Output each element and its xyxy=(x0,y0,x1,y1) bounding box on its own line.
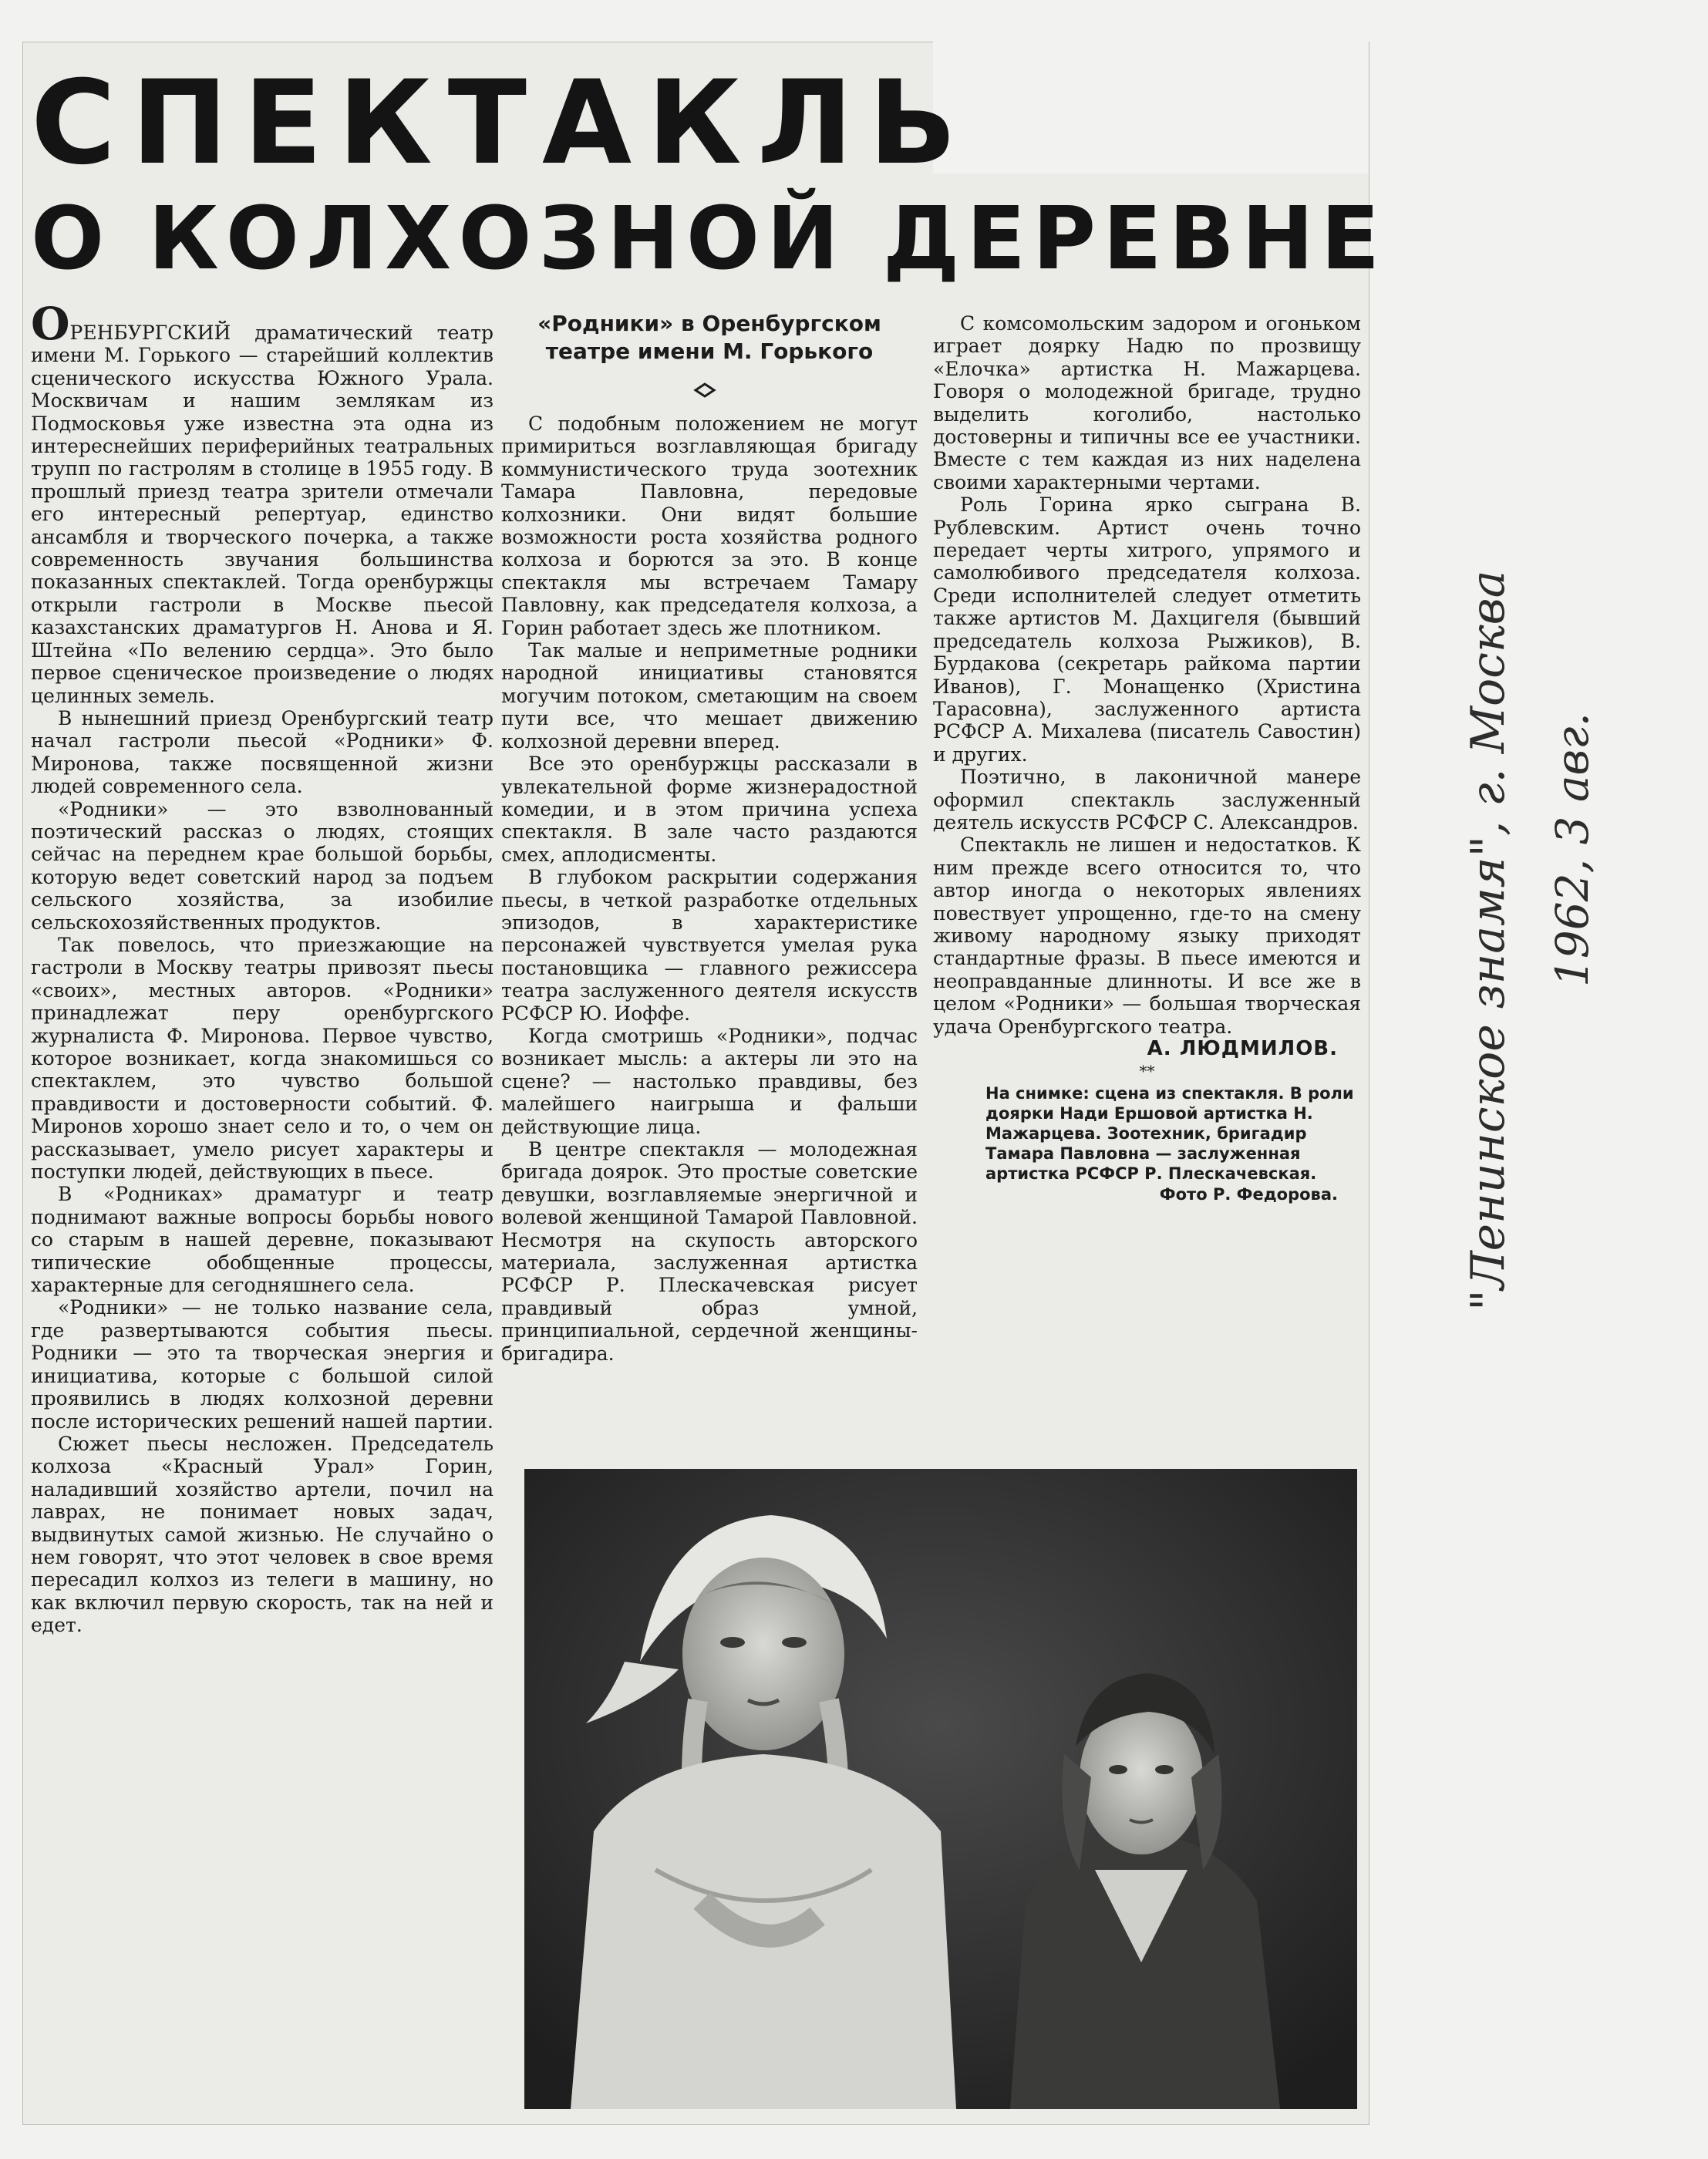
article-paragraph: Так малые и неприметные родники народной инициативы становятся могучим потоком, сметающим на своем пути все, что мешает движению колхозной деревни вперед. xyxy=(501,639,918,753)
article-paragraph: Роль Горина ярко сыграна В. Рублевским. Артист очень точно передает черты хитрого, упрямого и самолюбивого председателя колхоза. Среди исполнителей следует отметить также артистов М. Дахцигеля (бывший председатель колхоза Рыжиков), В. Бурдакова (секретарь райкома партии Иванов), Г. Монащенко (Христина Тарасовна), заслуженного артиста РСФСР А. Михалева (писатель Савостин) и других. xyxy=(933,493,1361,766)
separator-stars: ** xyxy=(1139,1062,1155,1081)
article-paragraph: С подобным положением не могут примириться возглавляющая бригаду коммунистического труда зоотехник Тамара Павловна, передовые колхозники. Они видят большие возможности роста хозяйства родного колхоза и борются за это. В конце спектакля мы встречаем Тамару Павловну, как председателя колхоза, а Горин работает здесь же плотником. xyxy=(501,413,918,639)
article-paragraph: Когда смотришь «Родники», подчас возникает мысль: а актеры ли это на сцене? — настолько правдивы, без малейшего наигрыша и фальши действующие лица. xyxy=(501,1024,918,1138)
article-paragraph: Поэтично, в лаконичной манере оформил спектакль заслуженный деятель искусств РСФСР С. Александров. xyxy=(933,766,1361,834)
article-paragraph: В «Родниках» драматург и театр поднимают важные вопросы борьбы нового со старым в нашей деревне, показывают типические обобщенные процессы, характерные для сегодняшнего села. xyxy=(31,1183,494,1297)
scene-photo xyxy=(524,1469,1357,2109)
diamond-ornament-icon xyxy=(694,382,716,398)
article-paragraph: ОРЕНБУРГСКИЙ драматический театр имени М. Горького — старейший коллектив сценического искусства Южного Урала. Москвичам и нашим землякам из Подмосковья уже известна эта одна из интереснейших периферийных театральных трупп по гастролям в столице в 1955 году. В прошлый приезд театра зрители отмечали его интересный репертуар, единство ансамбля и творческого почерка, а также современность звучания большинства показанных спектаклей. Тогда оренбуржцы открыли гастроли в Москве пьесой казахстанских драматургов Н. Анова и Я. Штейна «По велению сердца». Это было первое сценическое произведение о людях целинных земель. xyxy=(31,298,494,707)
article-column-2 xyxy=(501,413,918,1365)
clipping-cut-corner xyxy=(933,31,1369,173)
photo-caption: На снимке: сцена из спектакля. В роли доярки Нади Ершовой артистка Н. Мажарцева. Зоотехник, бригадир Тамара Павловна — заслуженная артистка РСФСР Р. Плескачевская. xyxy=(985,1083,1354,1183)
article-paragraph: Так повелось, что приезжающие на гастроли в Москву театры привозят пьесы «своих», местных авторов. «Родники» принадлежат перу оренбургского журналиста Ф. Миронова. Первое чувство, которое возникает, когда знакомишься со спектаклем, это чувство большой правдивости и достоверности событий. Ф. Миронов хорошо знает село и то, о чем он рассказывает, умело рисует характеры и поступки людей, действующих в пьесе. xyxy=(31,933,494,1184)
article-paragraph: Спектакль не лишен и недостатков. К ним прежде всего относится то, что автор иногда о некоторых явлениях повествует упрощенно, где-то на смену живому народному языку приходят стандартные фразы. В пьесе имеются и неоправданные длинноты. И все же в целом «Родники» — большая творческая удача Оренбургского театра. xyxy=(933,834,1361,1038)
article-column-1 xyxy=(31,298,494,1637)
drop-cap: О xyxy=(31,298,70,350)
article-paragraph: В нынешний приезд Оренбургский театр начал гастроли пьесой «Родники» Ф. Миронова, также посвященной жизни людей современного села. xyxy=(31,706,494,798)
headline-line-1: СПЕКТАКЛЬ xyxy=(31,56,972,190)
article-paragraph: «Родники» — это взволнованный поэтический рассказ о людях, стоящих сейчас на переднем крае большой борьбы, которую ведет советский народ за подъем сельского хозяйства, за изобилие сельскохозяйственных продуктов. xyxy=(31,797,494,934)
subheading: «Родники» в Оренбургском театре имени М. Горького xyxy=(537,311,881,364)
handwritten-note-date: 1962, 3 авг. xyxy=(1546,712,1599,987)
photo-credit: Фото Р. Федорова. xyxy=(1159,1184,1338,1204)
article-paragraph: Все это оренбуржцы рассказали в увлекательной форме жизнерадостной комедии, и в этом причина успеха спектакля. В зале часто раздаются смех, аплодисменты. xyxy=(501,753,918,866)
article-paragraph: В центре спектакля — молодежная бригада доярок. Это простые советские девушки, возглавляемые энергичной и волевой женщиной Тамарой Павловной. Несмотря на скупость авторского материала, заслуженная артистка РСФСР Р. Плескачевская рисует правдивый образ умной, принципиальной, сердечной женщины-бригадира. xyxy=(501,1138,918,1365)
headline-line-2: О КОЛХОЗНОЙ ДЕРЕВНЕ xyxy=(31,189,1387,289)
article-paragraph: В глубоком раскрытии содержания пьесы, в четкой разработке отдельных эпизодов, в характеристике персонажей чувствуется умелая рука постановщика — главного режиссера театра заслуженного деятеля искусств РСФСР Ю. Иоффе. xyxy=(501,866,918,1025)
handwritten-source-note xyxy=(1461,247,1708,1311)
article-paragraph: Сюжет пьесы несложен. Председатель колхоза «Красный Урал» Горин, наладивший хозяйство артели, почил на лаврах, не понимает новых задач, выдвинутых самой жизнью. Не случайно о нем говорят, что этот человек в свое время пересадил колхоз из телеги в машину, но как включил первую скорость, так на ней и едет. xyxy=(31,1432,494,1637)
author-signature: А. ЛЮДМИЛОВ. xyxy=(1147,1037,1338,1060)
article-paragraph: «Родники» — не только название села, где развертываются события пьесы. Родники — это та творческая энергия и инициатива, которые с большой силой проявились в людях колхозной деревни после исторических решений нашей партии. xyxy=(31,1296,494,1433)
handwritten-note-source: "Ленинское знамя", г. Москва xyxy=(1461,570,1515,1311)
scene-photo-illustration xyxy=(524,1469,1357,2109)
article-column-3 xyxy=(933,312,1361,1206)
article-paragraph: С комсомольским задором и огоньком играет доярку Надю по прозвищу «Елочка» артистка Н. Мажарцева. Говоря о молодежной бригаде, трудно выделить коголибо, настолько достоверны и типичны все ее участники. Вместе с тем каждая из них наделена своими характерными чертами. xyxy=(933,312,1361,493)
